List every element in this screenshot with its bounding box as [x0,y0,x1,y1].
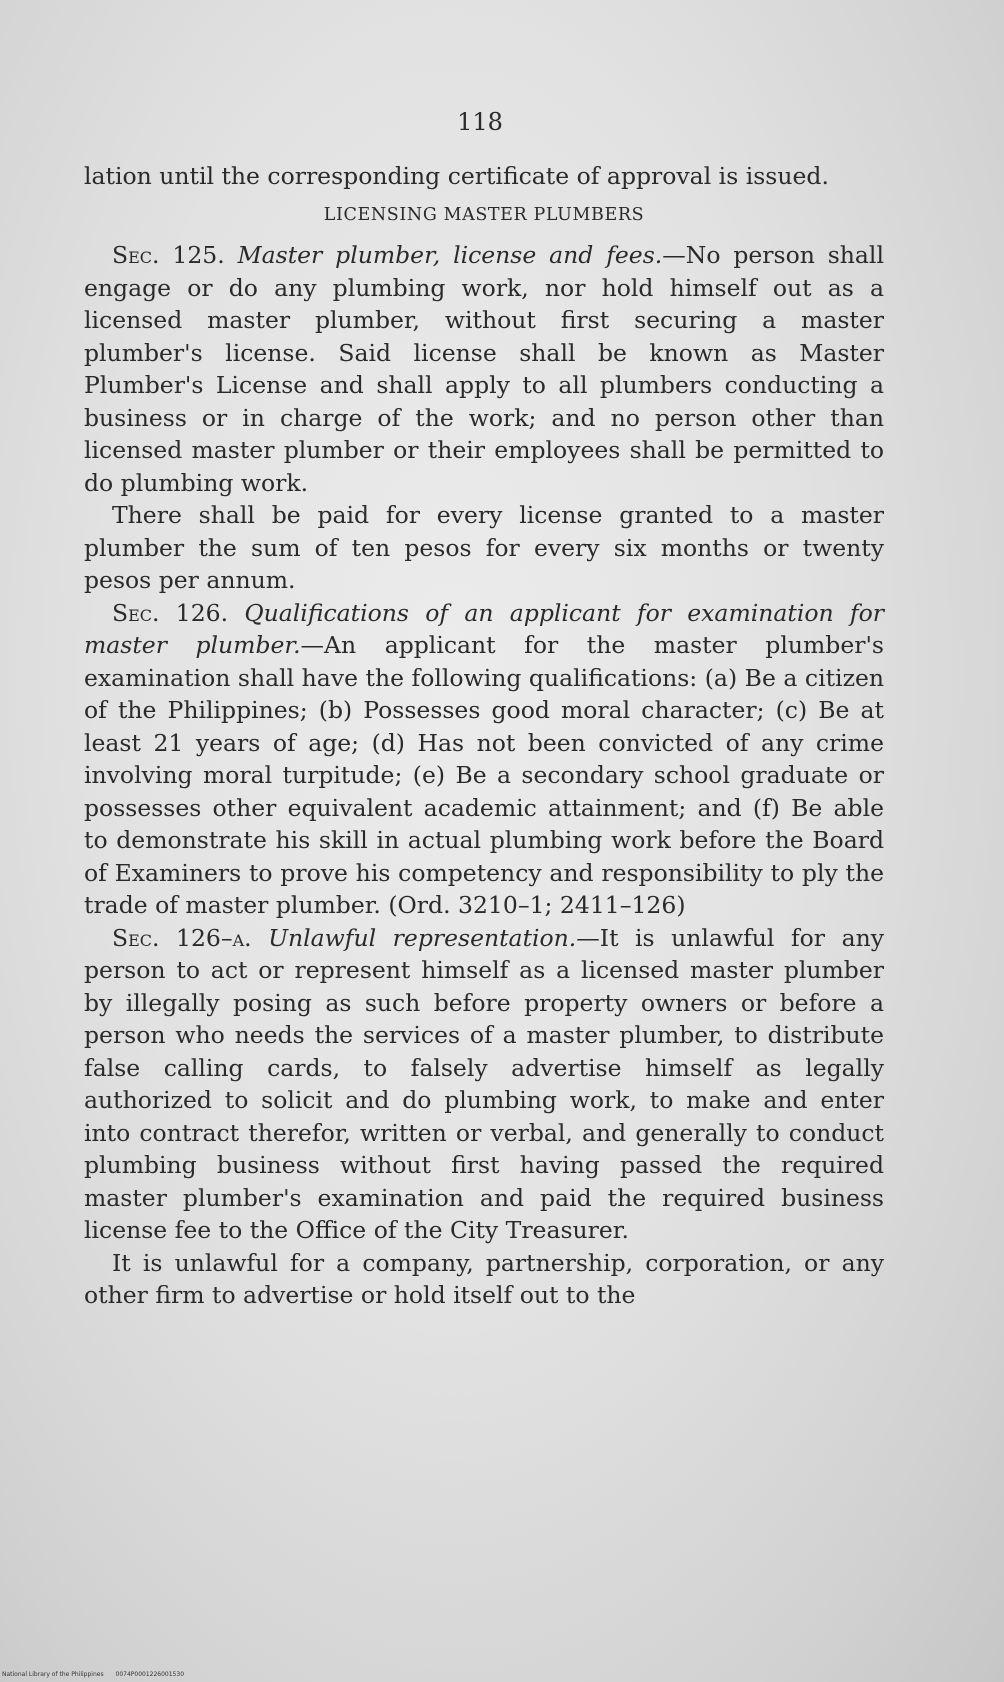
scan-footer [2,1671,194,1678]
section-126a-title: Unlawful representation. [268,923,577,952]
section-125-text: —No person shall engage or do any plumbing work, nor hold himself out as a licensed master plumber, without first securing a master plumber's license. Said license shall be known as Master Plumber's License and shall apply to all plumbers conducting a business or in charge of the work; and no person other than licensed master plumber or their employees shall be permitted to do plumbing work. [84,241,884,497]
continuation-paragraph: lation until the corresponding certificate of approval is issued. [84,162,829,190]
qualification-d-mark: (d) [371,728,405,757]
qualification-c-text: Be at least 21 years of age; [84,696,884,757]
body-text [84,160,884,1312]
section-126-label: Sec. 126. [112,598,229,627]
qualification-d-text: Has not been convicted of any crime involving moral turpitude; [84,728,884,789]
section-126 [84,597,884,922]
section-125-title: Master plumber, license and fees. [237,241,663,269]
qualification-e-text: Be a secondary school graduate or possesses other equivalent academic attainment; and [84,761,884,822]
qualification-c-mark: (c) [775,696,808,724]
qualification-b-text: Possesses good moral character; [363,696,765,724]
qualification-f-mark: (f) [752,793,780,822]
qualification-b-mark: (b) [318,696,353,724]
qualification-a-mark: (a) [704,663,738,692]
page-number: 118 [457,108,503,136]
section-126a [84,922,884,1247]
section-126-intro: —An applicant for the master plumber's examination shall have the following qualifications: [84,631,884,692]
section-126a-label: Sec. 126–a. [112,923,252,952]
section-126-title: Qualifications of an applicant for examination for master plumber. [84,598,884,659]
section-125-label: Sec. 125. [112,241,225,269]
section-125 [84,239,884,499]
footer-library: National Library of the Philippines [2,1671,104,1678]
qualification-e-mark: (e) [412,761,446,789]
footer-identifier: 0074P0001226001530 [115,1671,185,1678]
fee-paragraph: There shall be paid for every license granted to a master plumber the sum of ten pesos for every six months or twenty pesos per annum. [84,501,884,594]
last-paragraph: It is unlawful for a company, partnership, corporation, or any other firm to advertise or hold itself out to the [84,1248,884,1309]
section-126a-text: —It is unlawful for any person to act or represent himself as a licensed master plumber by illegally posing as such before property owners or before a person who needs the services of a master plumber, to distribute false calling cards, to falsely advertise himself as legally authorized to solicit and do plumbing work, to make and enter into contract therefor, written or verbal, and generally to conduct plumbing business without first having passed the required master plumber's examination and paid the required business license fee to the Office of the City Treasurer. [84,923,884,1244]
section-126-citation: (Ord. 3210–1; 2411–126) [388,891,686,919]
qualification-a-text: Be a citizen of the Philippines; [84,663,884,724]
section-heading: LICENSING MASTER PLUMBERS [323,204,645,225]
qualification-f-text: Be able to demonstrate his skill in actual plumbing work before the Board of Examiners to prove his competency and responsibility to ply the trade of master plumber. [84,793,884,919]
